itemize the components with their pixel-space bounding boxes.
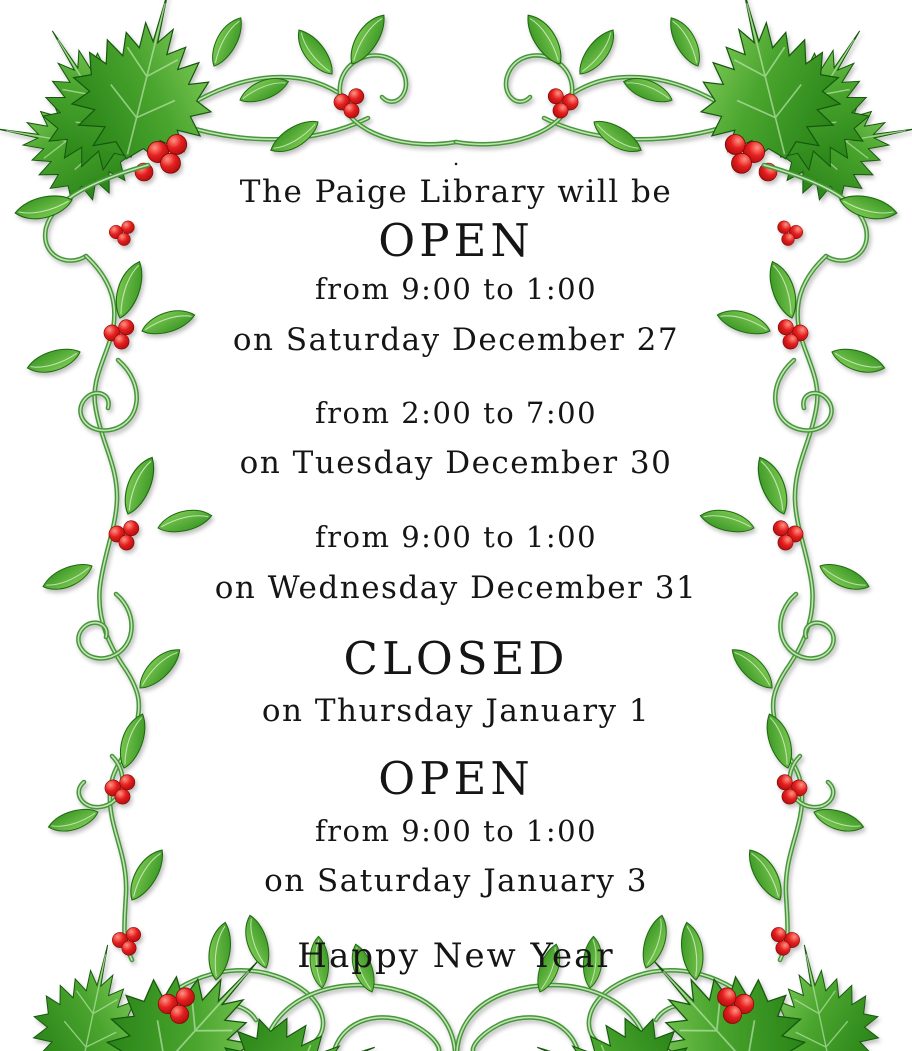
status-closed: CLOSED bbox=[343, 632, 569, 685]
stray-dot: . bbox=[452, 146, 460, 170]
status-open-2: OPEN bbox=[378, 752, 534, 805]
hours-line-3: from 9:00 to 1:00 bbox=[314, 520, 598, 554]
status-open-1: OPEN bbox=[378, 214, 534, 267]
date-line-1: on Saturday December 27 bbox=[232, 322, 680, 358]
greeting-line: Happy New Year bbox=[297, 936, 615, 976]
hours-line-4: from 9:00 to 1:00 bbox=[314, 814, 598, 848]
date-line-3: on Wednesday December 31 bbox=[214, 570, 698, 606]
date-line-5: on Saturday January 3 bbox=[264, 863, 648, 899]
date-line-2: on Tuesday December 30 bbox=[239, 445, 673, 481]
hours-line-2: from 2:00 to 7:00 bbox=[314, 396, 598, 430]
hours-line-1: from 9:00 to 1:00 bbox=[314, 272, 598, 306]
date-line-4: on Thursday January 1 bbox=[261, 693, 651, 729]
intro-line: The Paige Library will be bbox=[239, 174, 673, 210]
